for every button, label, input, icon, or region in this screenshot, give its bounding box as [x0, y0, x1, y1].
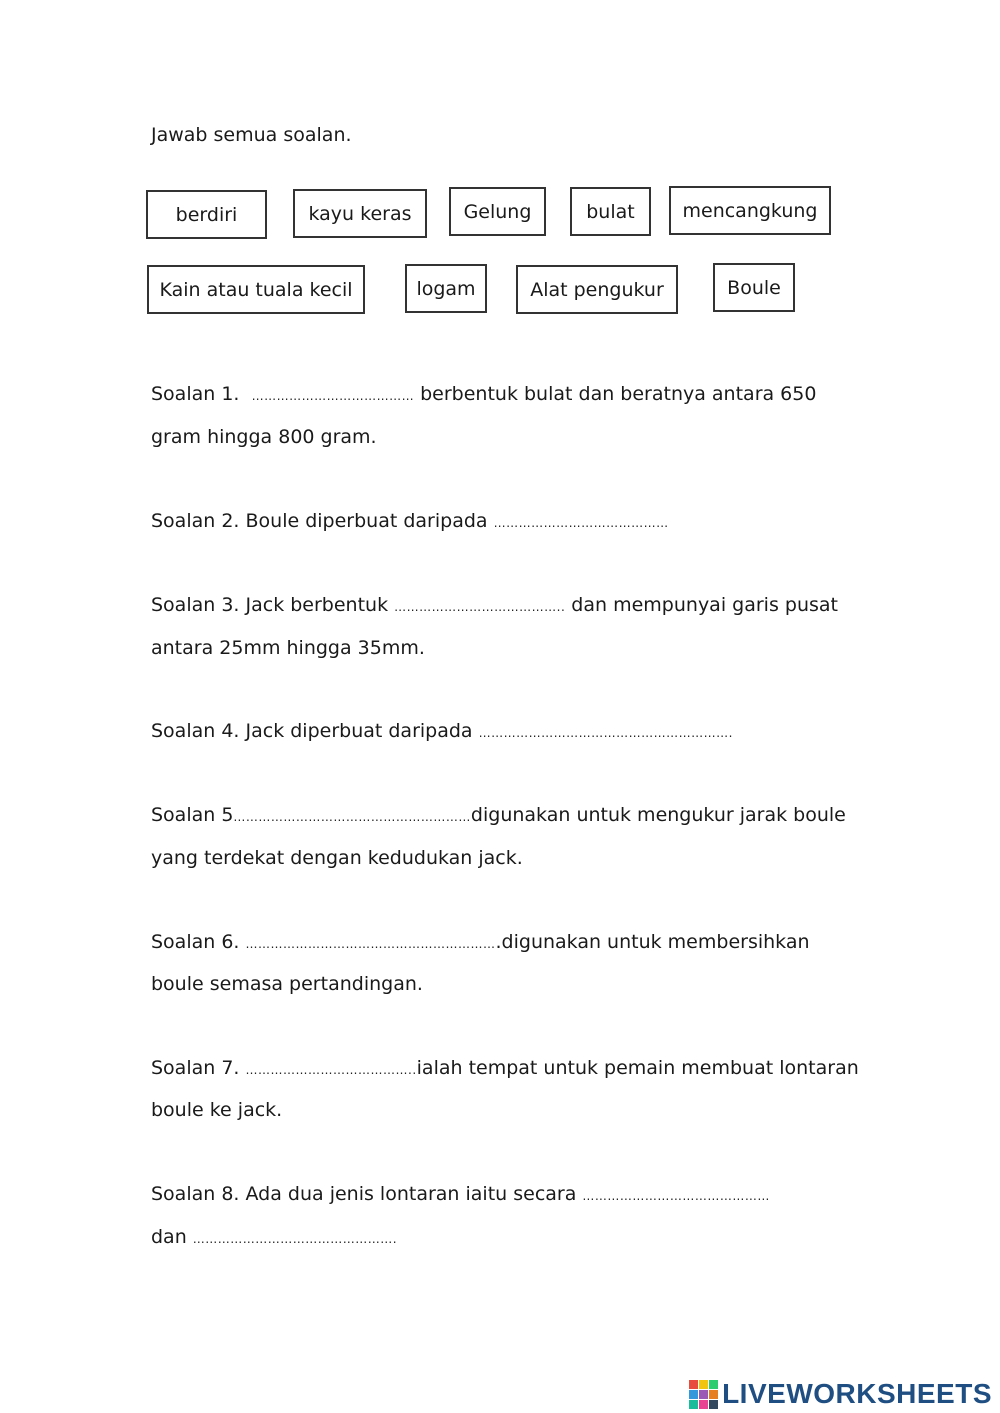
question-2-prefix: Soalan 2. Boule diperbuat daripada: [151, 510, 494, 532]
question-5-prefix: Soalan 5: [151, 804, 234, 826]
question-8-prefix: Soalan 8. Ada dua jenis lontaran iaitu secara: [151, 1183, 583, 1205]
question-2-answer-blank[interactable]: ……………………………………: [493, 516, 669, 530]
word-box-kain-atau-tuala-kecil[interactable]: Kain atau tuala kecil: [147, 265, 365, 314]
word-box-gelung[interactable]: Gelung: [449, 187, 546, 236]
question-1-answer-blank[interactable]: …………………………………: [251, 389, 415, 403]
word-box-kayu-keras[interactable]: kayu keras: [293, 189, 427, 238]
word-box-bulat[interactable]: bulat: [570, 187, 651, 236]
question-4-answer-blank[interactable]: …………………………………………………….: [478, 726, 733, 740]
question-2: [151, 512, 669, 531]
question-1: [151, 385, 816, 404]
word-box-logam[interactable]: logam: [405, 264, 487, 313]
question-5-line2: yang terdekat dengan kedudukan jack.: [151, 847, 523, 869]
instruction-text: Jawab semua soalan.: [151, 124, 352, 146]
question-7-line2: boule ke jack.: [151, 1099, 283, 1121]
word-box-boule[interactable]: Boule: [713, 263, 795, 312]
liveworksheets-logo: [689, 1378, 992, 1410]
question-8-answer-blank-1[interactable]: ………………………………………: [582, 1189, 770, 1203]
question-5-answer-blank[interactable]: …………………………………………………: [233, 810, 471, 824]
word-box-berdiri[interactable]: berdiri: [146, 190, 267, 239]
question-4-prefix: Soalan 4. Jack diperbuat daripada: [151, 720, 479, 742]
question-7: [151, 1059, 859, 1078]
question-1-line2: gram hingga 800 gram.: [151, 426, 377, 448]
liveworksheets-logo-icon: [689, 1380, 718, 1409]
word-box-mencangkung[interactable]: mencangkung: [669, 186, 831, 235]
question-8-line2-prefix: dan: [151, 1226, 193, 1248]
word-box-alat-pengukur[interactable]: Alat pengukur: [516, 265, 678, 314]
question-3-prefix: Soalan 3. Jack berbentuk: [151, 594, 395, 616]
question-8-line2: [151, 1228, 397, 1247]
question-8: [151, 1185, 770, 1204]
question-7-answer-blank[interactable]: …………………………………..: [245, 1063, 417, 1077]
question-3: [151, 596, 838, 615]
question-6-line2: boule semasa pertandingan.: [151, 973, 423, 995]
question-3-answer-blank[interactable]: …………………………………..: [394, 600, 566, 614]
question-4: [151, 722, 733, 741]
question-6-answer-blank[interactable]: ……………………………………………………: [245, 937, 496, 951]
question-6-prefix: Soalan 6.: [151, 931, 246, 953]
question-8-answer-blank-2[interactable]: ………………………………………….: [192, 1232, 398, 1246]
question-1-prefix: Soalan 1.: [151, 383, 240, 405]
question-3-line2: antara 25mm hingga 35mm.: [151, 637, 425, 659]
question-7-prefix: Soalan 7.: [151, 1057, 246, 1079]
question-3-suffix: dan mempunyai garis pusat: [565, 594, 838, 616]
liveworksheets-brand-text: LIVEWORKSHEETS: [722, 1378, 992, 1409]
question-6: [151, 933, 810, 952]
question-7-suffix: ialah tempat untuk pemain membuat lontaran: [416, 1057, 859, 1079]
question-1-suffix: berbentuk bulat dan beratnya antara 650: [414, 383, 817, 405]
question-6-suffix: .digunakan untuk membersihkan: [495, 931, 810, 953]
question-5: [151, 806, 846, 825]
question-5-suffix: digunakan untuk mengukur jarak boule: [470, 804, 846, 826]
